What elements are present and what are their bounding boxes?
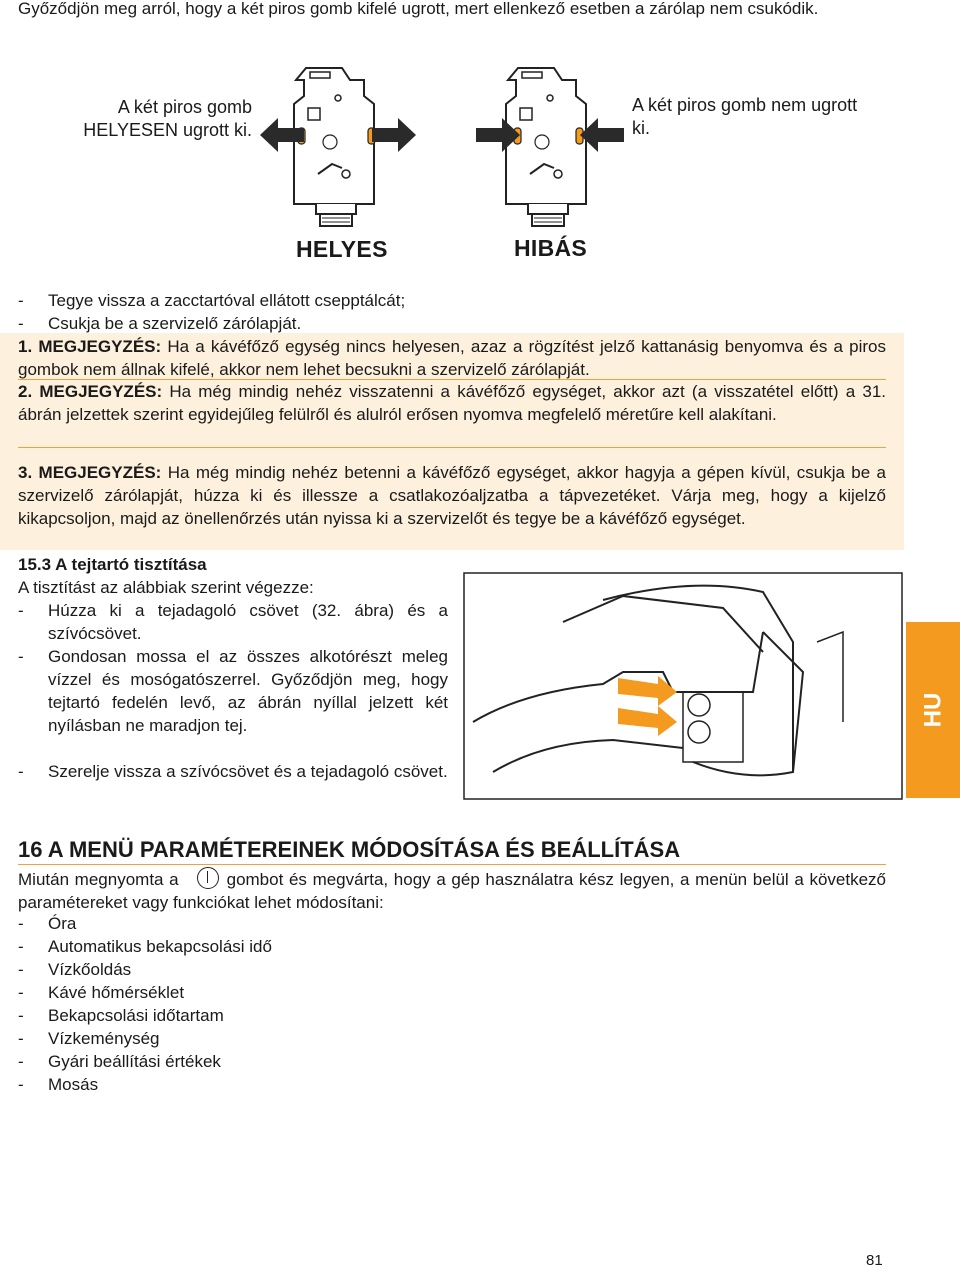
list-item: Gondosan mossa el az összes alkotórészt meleg vízzel és mosógatószerrel. Győződjön meg, hogy tejtartó fedelén levő, az ábrán nyíllal jelzett két nyílásban ne maradjon tej. — [48, 647, 448, 735]
note-3: 3. MEGJEGYZÉS: Ha még mindig nehéz betenni a kávéfőző egységet, akkor hagyja a gépen kívül, csukja be a szervizelő zárólapját, húzza ki és illessze a csatlakozóaljzatba a tápvezetéket. Várja meg, hogy a kijelző kikapcsoljon, majd az önellenőrzés után nyissa ki a szervizelőt és tegye be a kávéfőző egységet. — [18, 463, 887, 528]
section-15-3-title: 15.3 A tejtartó tisztítása — [18, 555, 207, 574]
list-item: Vízkőoldás — [48, 960, 132, 979]
page-number: 81 — [866, 1252, 883, 1269]
arrow-right-icon — [370, 116, 418, 154]
list-item: Automatikus bekapcsolási idő — [48, 937, 272, 956]
power-button-icon — [197, 867, 219, 889]
list-item: Szerelje vissza a szívócsövet és a tejadagoló csövet. — [48, 762, 448, 781]
note-2: 2. MEGJEGYZÉS: Ha még mindig nehéz visszatenni a kávéfőző egységet, akkor azt (a visszatétel előtt) a 31. ábrán jelzettek szerint egyidejűleg felülről és alulról erősen nyomva megfelelő méretűre kell alakítani. — [18, 382, 886, 424]
caption-wrong: A két piros gomb nem ugrott ki. — [632, 95, 858, 138]
list-item: Gyári beállítási értékek — [48, 1052, 221, 1071]
milk-container-illustration — [463, 572, 903, 800]
list-item: Vízkeménység — [48, 1029, 160, 1048]
arrow-right-icon — [474, 116, 522, 154]
list-item: Kávé hőmérséklet — [48, 983, 185, 1002]
list-item: Mosás — [48, 1075, 99, 1094]
section-divider — [18, 864, 886, 865]
caption-correct: A két piros gomb HELYESEN ugrott ki. — [83, 97, 252, 140]
arrow-left-icon — [578, 116, 626, 154]
note-1: 1. MEGJEGYZÉS: Ha a kávéfőző egység nincs helyesen, azaz a rögzítést jelző kattanásig benyomva és a piros gombok nem állnak kifelé, akkor nem lehet becsukni a szervizelő zárólapját. — [18, 337, 886, 379]
label-wrong: HIBÁS — [514, 235, 588, 261]
list-item: Csukja be a szervizelő zárólapját. — [48, 314, 302, 333]
list-item: Tegye vissza a zacctartóval ellátott csepptálcát; — [48, 291, 406, 310]
label-correct: HELYES — [296, 236, 388, 262]
section-16-title: 16 A MENÜ PARAMÉTEREINEK MÓDOSÍTÁSA ÉS BEÁLLÍTÁSA — [18, 837, 681, 862]
list-item: Bekapcsolási időtartam — [48, 1006, 224, 1025]
section-15-3-intro: A tisztítást az alábbiak szerint végezze: — [18, 578, 314, 597]
section-16-intro: Miután megnyomta a gombot és megvárta, hogy a gép használatra kész legyen, a menün belül a következő paramétereket vagy funkciókat lehet módosítani: — [18, 867, 886, 914]
list-item: Húzza ki a tejadagoló csövet (32. ábra) és a szívócsövet. — [48, 601, 448, 643]
note-divider — [18, 447, 886, 448]
arrow-left-icon — [258, 116, 306, 154]
list-item: Óra — [48, 914, 77, 933]
intro-text: Győződjön meg arról, hogy a két piros gomb kifelé ugrott, mert ellenkező esetben a zárólap nem csukódik. — [18, 0, 819, 18]
language-tab: HU — [906, 622, 960, 798]
